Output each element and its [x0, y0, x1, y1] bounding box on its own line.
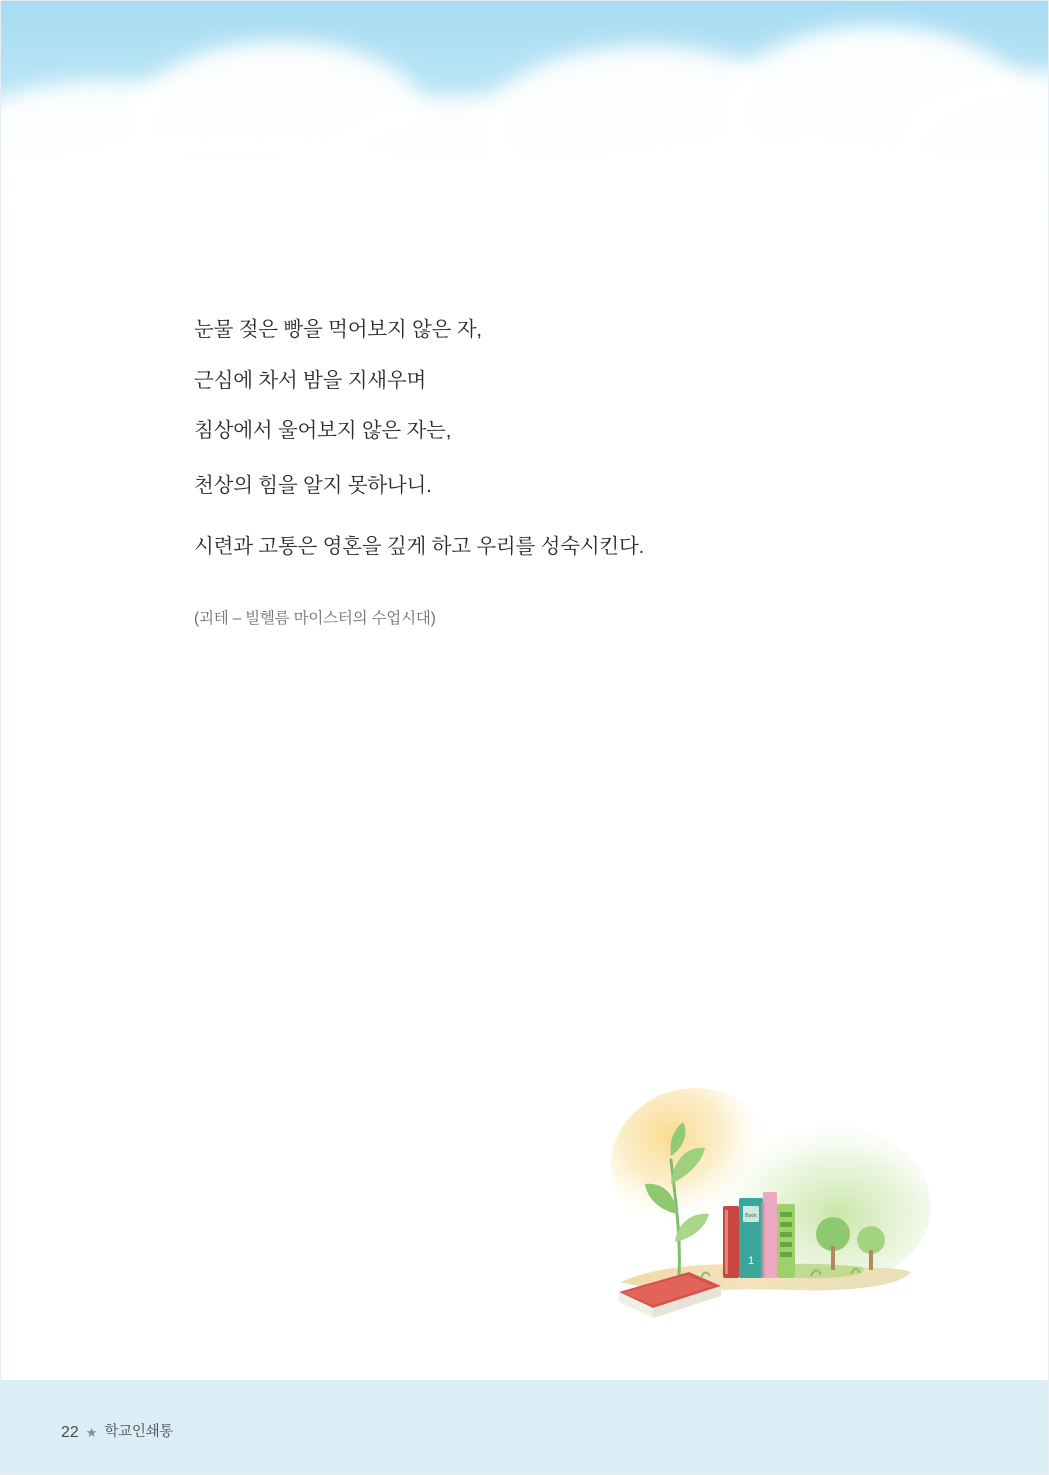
footer-label: 학교인쇄통	[104, 1424, 173, 1441]
poem-line-1: 눈물 젖은 빵을 먹어보지 않은 자,	[194, 318, 482, 341]
footer-content	[61, 1425, 173, 1441]
svg-text:1: 1	[747, 1255, 755, 1267]
poem-line-5: 시련과 고통은 영혼을 깊게 하고 우리를 성숙시킨다.	[194, 535, 645, 559]
star-icon: ★	[85, 1424, 98, 1440]
cloud-band	[0, 151, 1049, 301]
poem-line-2: 근심에 차서 밤을 지새우며	[194, 368, 427, 392]
poem-line-4: 천상의 힘을 알지 못하나니.	[194, 473, 432, 497]
sky-header-background	[1, 1, 1049, 301]
books-and-sprout-illustration	[601, 1086, 931, 1326]
poem-source-attribution: (괴테 – 빌헬름 마이스터의 수업시대)	[194, 609, 436, 627]
page-footer	[1, 1380, 1049, 1474]
page-number: 22	[61, 1424, 79, 1441]
poem-line-3: 침상에서 울어보지 않은 자는,	[194, 419, 452, 443]
svg-text:Book: Book	[745, 1213, 757, 1219]
poem-block	[194, 319, 894, 643]
